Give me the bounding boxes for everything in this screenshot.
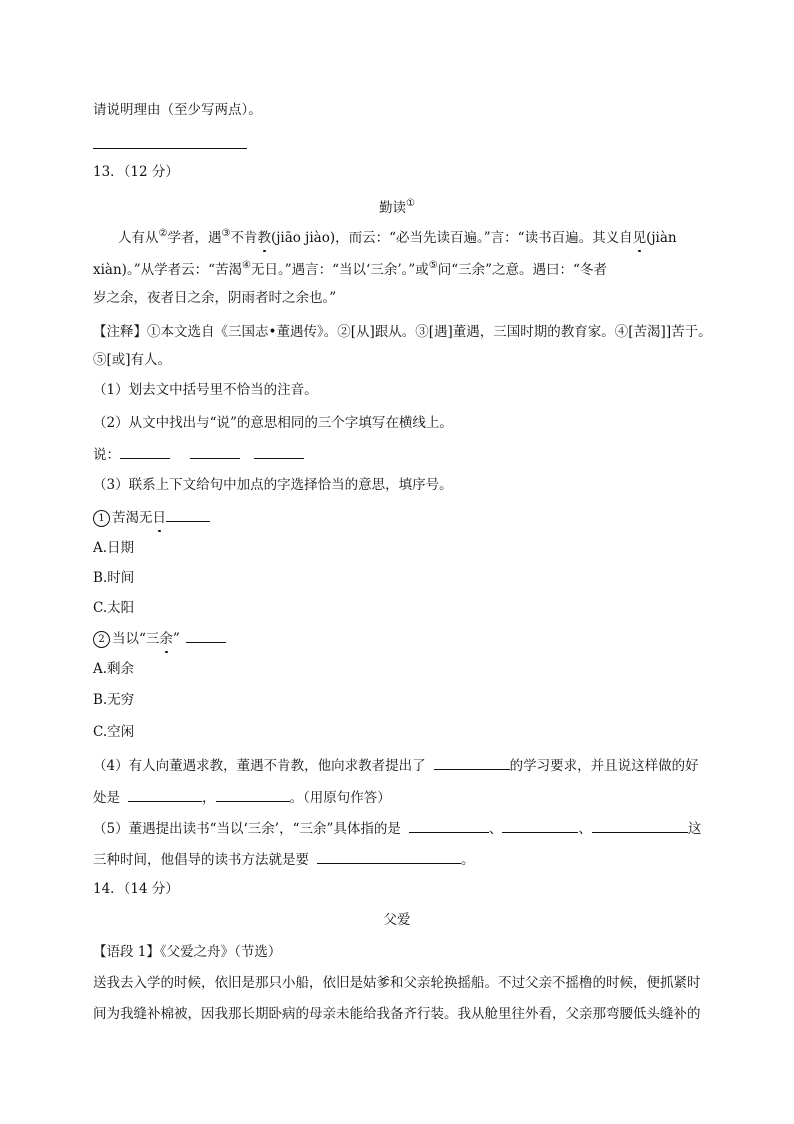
subq-3-item-1: 1 苦渴无日 bbox=[93, 507, 210, 528]
q13-title-note: ① bbox=[406, 198, 415, 209]
q14-title: 父爱 bbox=[383, 912, 411, 928]
item-number-1: 1 bbox=[93, 510, 110, 527]
q14-passage-line-1: 送我去入学的时候，依旧是那只小船，依旧是姑爹和父亲轮换摇船。不过父亲不摇橹的时候，便抓紧时 bbox=[93, 975, 701, 991]
answer-blank-item-2[interactable] bbox=[186, 628, 226, 643]
subq-3-item-2: 2 当以“三余” bbox=[93, 628, 226, 649]
answer-blank-3[interactable] bbox=[254, 444, 304, 459]
answer-blank-5b[interactable] bbox=[502, 818, 578, 833]
dotted-char-yu: 余 bbox=[159, 631, 173, 647]
dotted-char-jian: 见 bbox=[632, 230, 647, 246]
passage-line-1: 人有从②学者，遇③不肯教(jiāo jiào)，而云：“必当先读百遍。”言：“读书百遍。其义自见(jiàn bbox=[118, 228, 677, 246]
subq-3: （3）联系上下文给句中加点的字选择恰当的意思，填序号。 bbox=[93, 477, 453, 493]
option-2b[interactable]: B.无穷 bbox=[93, 692, 135, 708]
option-1b[interactable]: B.时间 bbox=[93, 570, 135, 586]
answer-blank-4a[interactable] bbox=[434, 755, 510, 770]
option-2c[interactable]: C.空闲 bbox=[93, 724, 135, 740]
dotted-char-ri: 日 bbox=[152, 510, 166, 526]
dotted-char-jiao: 教 bbox=[257, 230, 271, 246]
item-number-2: 2 bbox=[93, 631, 110, 648]
subq-2: （2）从文中找出与“说”的意思相同的三个字填写在横线上。 bbox=[93, 415, 453, 431]
answer-blank-5a[interactable] bbox=[409, 818, 489, 833]
answer-blank-item-1[interactable] bbox=[166, 507, 210, 522]
q13-title-text: 勤读 bbox=[379, 200, 407, 216]
answer-blank-2[interactable] bbox=[190, 444, 240, 459]
prev-question-tail: 请说明理由（至少写两点）。 bbox=[93, 102, 262, 118]
option-2a[interactable]: A.剩余 bbox=[93, 661, 135, 677]
subq-5-line-2: 三种时间，他倡导的读书方法就是要 。 bbox=[93, 849, 475, 870]
q13-title bbox=[0, 194, 794, 218]
annotation-line-2: ⑤[或]有人。 bbox=[93, 352, 172, 368]
q14-segment-label: 【语段 1】《父爱之舟》（节选） bbox=[93, 944, 282, 960]
subq-1: （1）划去文中括号里不恰当的注音。 bbox=[93, 382, 318, 398]
subq-2-answers: 说： bbox=[93, 444, 304, 465]
q14-header: 14．（14 分） bbox=[93, 881, 179, 897]
answer-line[interactable] bbox=[93, 148, 247, 149]
q13-header: 13．（12 分） bbox=[93, 164, 179, 180]
annotation-line-1: 【注释】①本文选自《三国志•董遇传》。②[从]跟从。③[遇]董遇，三国时期的教育家。④[苦渴]]苦于。 bbox=[93, 324, 712, 340]
subq-4-line-1: （4）有人向董遇求教，董遇不肯教，他向求教者提出了 的学习要求，并且说这样做的好 bbox=[93, 755, 699, 776]
answer-blank-4b[interactable] bbox=[128, 787, 202, 802]
passage-line-2: xiàn)。”从学者云：“苦渴④无日。”遇言：“当以‘三余’。”或⑤问“三余”之意。遇曰：“冬者 bbox=[93, 260, 607, 278]
subq-4-line-2: 处是 ， 。（用原句作答） bbox=[93, 787, 391, 808]
q14-passage-line-2: 间为我缝补棉被，因我那长期卧病的母亲未能给我备齐行装。我从舱里往外看，父亲那弯腰低头缝补的 bbox=[93, 1006, 701, 1022]
answer-blank-4c[interactable] bbox=[216, 787, 290, 802]
subq-5-line-1: （5）董遇提出读书“当以‘三余’，“三余”具体指的是 、 、 这 bbox=[93, 818, 701, 839]
answer-blank-5d[interactable] bbox=[317, 849, 461, 864]
answer-blank-1[interactable] bbox=[120, 444, 170, 459]
option-1a[interactable]: A.日期 bbox=[93, 540, 135, 556]
option-1c[interactable]: C.太阳 bbox=[93, 600, 135, 616]
answer-blank-5c[interactable] bbox=[592, 818, 688, 833]
passage-line-3: 岁之余，夜者日之余，阴雨者时之余也。” bbox=[93, 290, 337, 306]
